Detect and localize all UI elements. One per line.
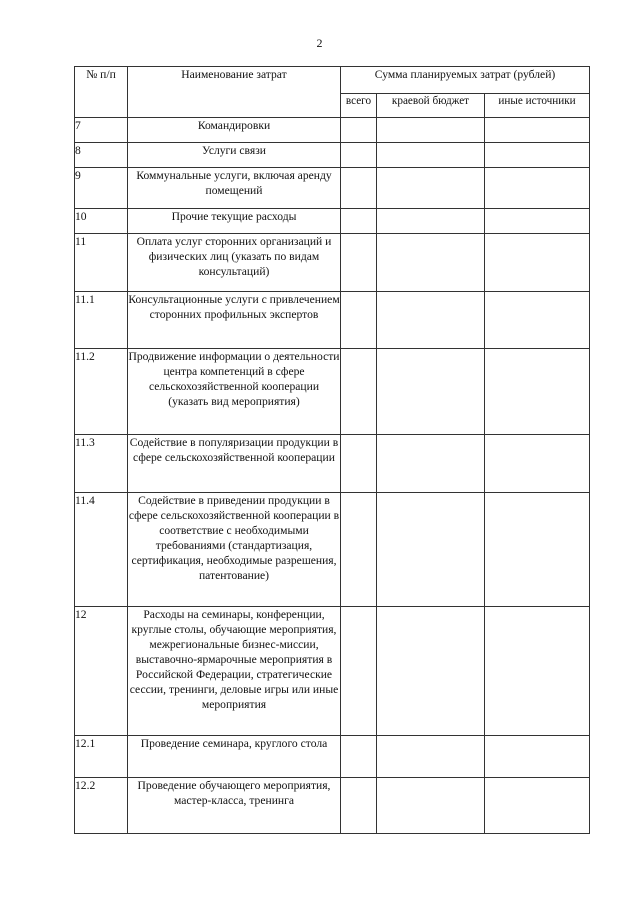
cell-other	[485, 349, 590, 435]
budget-table	[74, 66, 590, 834]
row-number: 12.2	[75, 778, 128, 834]
row-name: Расходы на семинары, конференции, круглые столы, обучающие мероприятия, межрегиональные бизнес-миссии, выставочно-ярмарочные мероприятия в Российской Федерации, стратегические сессии, тренинги, деловые игры или иные мероприятия	[128, 607, 341, 736]
header-other-sources: иные источники	[485, 94, 590, 118]
cell-regional	[377, 607, 485, 736]
row-number: 10	[75, 209, 128, 234]
header-planned-sum: Сумма планируемых затрат (рублей)	[341, 67, 590, 94]
cell-regional	[377, 234, 485, 292]
cell-regional	[377, 168, 485, 209]
cell-other	[485, 778, 590, 834]
row-number: 11.2	[75, 349, 128, 435]
cell-other	[485, 209, 590, 234]
page-number: 2	[316, 36, 323, 50]
cell-regional	[377, 143, 485, 168]
row-name: Проведение обучающего мероприятия, мастер-класса, тренинга	[128, 778, 341, 834]
row-name: Прочие текущие расходы	[128, 209, 341, 234]
row-number: 8	[75, 143, 128, 168]
header-number: № п/п	[75, 67, 128, 118]
cell-total	[341, 118, 377, 143]
row-number: 7	[75, 118, 128, 143]
row-number: 11	[75, 234, 128, 292]
cell-total	[341, 493, 377, 607]
cell-total	[341, 349, 377, 435]
cell-regional	[377, 736, 485, 778]
cell-regional	[377, 118, 485, 143]
table-row	[75, 607, 590, 736]
row-name: Содействие в приведении продукции в сфере сельскохозяйственной кооперации в соответствие с необходимыми требованиями (стандартизация, сертификация, необходимые разрешения, патентование)	[128, 493, 341, 607]
cell-total	[341, 292, 377, 349]
table-row	[75, 736, 590, 778]
cell-regional	[377, 209, 485, 234]
table-row	[75, 493, 590, 607]
row-name: Содействие в популяризации продукции в сфере сельскохозяйственной кооперации	[128, 435, 341, 493]
cell-other	[485, 292, 590, 349]
cell-other	[485, 736, 590, 778]
cell-regional	[377, 349, 485, 435]
row-number: 12.1	[75, 736, 128, 778]
cell-regional	[377, 778, 485, 834]
row-name: Проведение семинара, круглого стола	[128, 736, 341, 778]
row-number: 9	[75, 168, 128, 209]
cell-other	[485, 118, 590, 143]
row-name: Оплата услуг сторонних организаций и физических лиц (указать по видам консультаций)	[128, 234, 341, 292]
cell-other	[485, 234, 590, 292]
table-row	[75, 292, 590, 349]
table-row	[75, 168, 590, 209]
cell-total	[341, 143, 377, 168]
table-row	[75, 143, 590, 168]
row-name: Консультационные услуги с привлечением сторонних профильных экспертов	[128, 292, 341, 349]
cell-total	[341, 234, 377, 292]
table-row	[75, 118, 590, 143]
cell-other	[485, 435, 590, 493]
cell-total	[341, 168, 377, 209]
table-row	[75, 435, 590, 493]
row-number: 11.3	[75, 435, 128, 493]
table-row	[75, 234, 590, 292]
header-name: Наименование затрат	[128, 67, 341, 118]
row-name: Услуги связи	[128, 143, 341, 168]
cell-other	[485, 168, 590, 209]
cell-other	[485, 143, 590, 168]
table-row	[75, 209, 590, 234]
cell-total	[341, 736, 377, 778]
row-number: 11.4	[75, 493, 128, 607]
cell-other	[485, 493, 590, 607]
cell-total	[341, 435, 377, 493]
header-row	[75, 67, 590, 94]
cell-regional	[377, 292, 485, 349]
table-row	[75, 349, 590, 435]
cell-regional	[377, 435, 485, 493]
cell-total	[341, 607, 377, 736]
table-row	[75, 778, 590, 834]
cell-total	[341, 209, 377, 234]
row-number: 11.1	[75, 292, 128, 349]
cell-regional	[377, 493, 485, 607]
row-name: Коммунальные услуги, включая аренду помещений	[128, 168, 341, 209]
header-regional-budget: краевой бюджет	[377, 94, 485, 118]
row-name: Командировки	[128, 118, 341, 143]
cell-total	[341, 778, 377, 834]
row-number: 12	[75, 607, 128, 736]
header-total: всего	[341, 94, 377, 118]
cell-other	[485, 607, 590, 736]
row-name: Продвижение информации о деятельности центра компетенций в сфере сельскохозяйственной кооперации (указать вид мероприятия)	[128, 349, 341, 435]
